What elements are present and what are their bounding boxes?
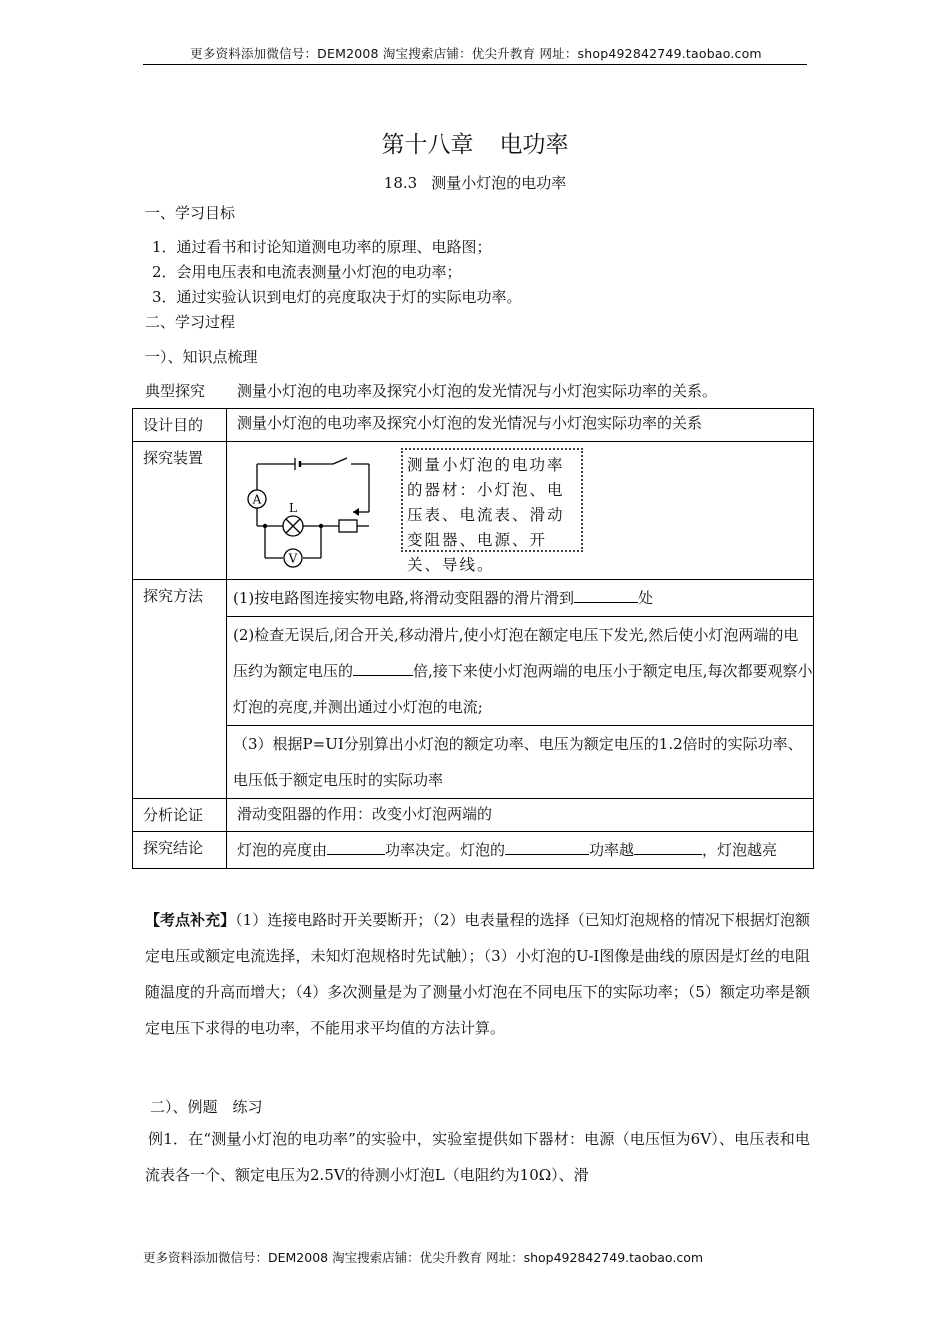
purpose-text: 测量小灯泡的电功率及探究小灯泡的发光情况与小灯泡实际功率的关系: [227, 409, 814, 442]
section-title: [0, 172, 950, 193]
goal-item: 1．通过看书和讨论知道测电功率的原理、电路图；: [152, 238, 492, 256]
inquiry-table: [132, 408, 814, 869]
purpose-label: 设计目的: [133, 409, 227, 442]
method-step-3: （3）根据P=UI分别算出小灯泡的额定功率、电压为额定电压的1.2倍时的实际功率、电压低于额定电压时的实际功率: [227, 726, 814, 799]
apparatus-label: 探究装置: [133, 442, 227, 580]
method-step-2: (2)检查无误后,闭合开关,移动滑片,使小灯泡在额定电压下发光,然后使小灯泡两端的电压约为额定电压的 倍,接下来使小灯泡两端的电压小于额定电压,每次都要观察小灯泡的亮度,并测出通过小灯泡的电流;: [227, 617, 814, 726]
chapter-title: [0, 126, 950, 159]
header-rule: [143, 64, 807, 65]
heading-process: 二、学习过程: [145, 313, 236, 331]
page-header: 更多资料添加微信号：DEM2008 淘宝搜索店铺：优尖升教育 网址：shop492842749.taobao.com: [190, 46, 762, 61]
example-1: 例1．在“测量小灯泡的电功率”的实验中，实验室提供如下器材：电源（电压恒为6V）、电压表和电流表各一个、额定电压为2.5V的待测小灯泡L（电阻约为10Ω）、滑: [145, 1130, 810, 1184]
answer-blank[interactable]: [634, 838, 702, 856]
slider-arrow-icon: [353, 508, 359, 516]
page-footer: 更多资料添加微信号：DEM2008 淘宝搜索店铺：优尖升教育 网址：shop492842749.taobao.com: [143, 1250, 704, 1265]
conclusion-text: 灯泡的亮度由 功率决定。灯泡的 功率越 ，灯泡越亮: [227, 832, 814, 869]
typical-inquiry: [145, 380, 717, 401]
materials-box: 测量小灯泡的电功率的器材：小灯泡、电压表、电流表、滑动变阻器、电源、开关、导线。: [401, 448, 583, 552]
voltmeter-symbol: V: [288, 551, 298, 566]
section-name: 测量小灯泡的电功率: [431, 174, 567, 192]
supplement-text: （1）连接电路时开关要断开；（2）电表量程的选择（已知灯泡规格的情况下根据灯泡额定电压或额定电流选择，未知灯泡规格时先试触）；（3）小灯泡的U-I图像是曲线的原因是灯丝的电阻随温度的升高而增大；（4）多次测量是为了测量小灯泡在不同电压下的实际功率；（5）额定功率是额定电压下求得的电功率，不能用求平均值的方法计算。: [145, 911, 810, 1037]
supplement-label: 【考点补充】: [145, 911, 236, 929]
heading-knowledge: 一）、知识点梳理: [145, 348, 258, 366]
typical-text: 测量小灯泡的电功率及探究小灯泡的发光情况与小灯泡实际功率的关系。: [237, 382, 718, 400]
answer-blank[interactable]: [574, 586, 638, 604]
answer-blank[interactable]: [327, 838, 385, 856]
goal-item: 3．通过实验认识到电灯的亮度取决于灯的实际电功率。: [152, 288, 522, 306]
conclusion-label: 探究结论: [133, 832, 227, 869]
chapter-number: 第十八章: [381, 132, 474, 158]
analysis-text: 滑动变阻器的作用：改变小灯泡两端的: [227, 799, 814, 832]
lamp-symbol: L: [289, 501, 297, 515]
chapter-name: 电功率: [499, 132, 569, 158]
goal-item: 2．会用电压表和电流表测量小灯泡的电功率；: [152, 263, 462, 281]
supplement-paragraph: [145, 902, 810, 1046]
heading-examples: 二）、例题 练习: [150, 1098, 263, 1116]
answer-blank[interactable]: [505, 838, 589, 856]
method-step-1: (1)按电路图连接实物电路,将滑动变阻器的滑片滑到 处: [227, 580, 814, 617]
typical-label: 典型探究: [145, 382, 206, 400]
answer-blank[interactable]: [353, 659, 413, 677]
heading-goals: 一、学习目标: [145, 204, 236, 222]
circuit-diagram: [235, 444, 405, 569]
section-number: 18.3: [383, 174, 418, 192]
method-label: 探究方法: [133, 580, 227, 799]
analysis-label: 分析论证: [133, 799, 227, 832]
ammeter-symbol: A: [252, 492, 262, 507]
apparatus-cell: [227, 442, 814, 580]
